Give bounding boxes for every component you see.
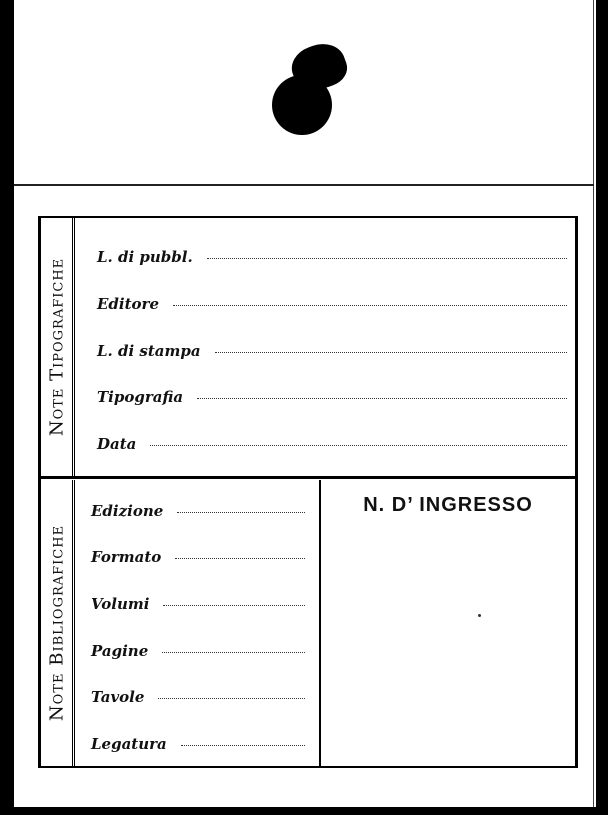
dotted-line xyxy=(175,557,305,559)
column-divider xyxy=(319,480,321,766)
perforation-line xyxy=(14,184,594,186)
field-luogo-pubblicazione xyxy=(97,248,567,266)
sidebar-note-tipografiche xyxy=(41,218,75,476)
dotted-line xyxy=(181,744,305,746)
dotted-line xyxy=(207,257,567,259)
field-volumi xyxy=(91,595,305,613)
field-label: L. di pubbl. xyxy=(97,248,193,266)
field-label: Editore xyxy=(97,295,159,313)
field-label: Tavole xyxy=(91,688,145,706)
field-label: Edizione xyxy=(91,502,164,520)
field-label: Legatura xyxy=(91,735,167,753)
dotted-line xyxy=(173,304,567,306)
dotted-line xyxy=(163,604,305,606)
field-editore xyxy=(97,295,567,313)
field-data xyxy=(97,435,567,453)
catalog-card xyxy=(38,216,578,768)
dotted-line xyxy=(215,351,567,353)
field-formato xyxy=(91,548,305,566)
numero-ingresso-label: N. D’ INGRESSO xyxy=(363,494,533,516)
field-pagine xyxy=(91,642,305,660)
field-label: Tipografia xyxy=(97,388,184,406)
field-label: L. di stampa xyxy=(97,342,201,360)
field-tavole xyxy=(91,688,305,706)
sidebar-note-bibliografiche xyxy=(41,480,75,766)
field-label: Data xyxy=(97,435,137,453)
field-label: Volumi xyxy=(91,595,150,613)
field-luogo-stampa xyxy=(97,342,567,360)
scan-edge-right xyxy=(596,0,608,815)
scan-edge-left xyxy=(0,0,14,815)
punch-hole xyxy=(272,75,332,135)
field-label: Formato xyxy=(91,548,162,566)
dotted-line xyxy=(177,511,305,513)
field-label: Pagine xyxy=(91,642,149,660)
ink-speck xyxy=(478,614,481,617)
section-title-tipografiche: Note Tipografiche xyxy=(46,257,67,437)
field-edizione xyxy=(91,502,305,520)
scan-edge-bottom xyxy=(0,807,608,815)
scan-edge-line xyxy=(593,0,594,815)
dotted-line xyxy=(158,697,305,699)
dotted-line xyxy=(162,651,305,653)
section-divider xyxy=(41,476,575,479)
dotted-line xyxy=(197,397,567,399)
field-legatura xyxy=(91,735,305,753)
dotted-line xyxy=(150,444,567,446)
field-tipografia xyxy=(97,388,567,406)
section-title-bibliografiche: Note Bibliografiche xyxy=(46,524,67,722)
